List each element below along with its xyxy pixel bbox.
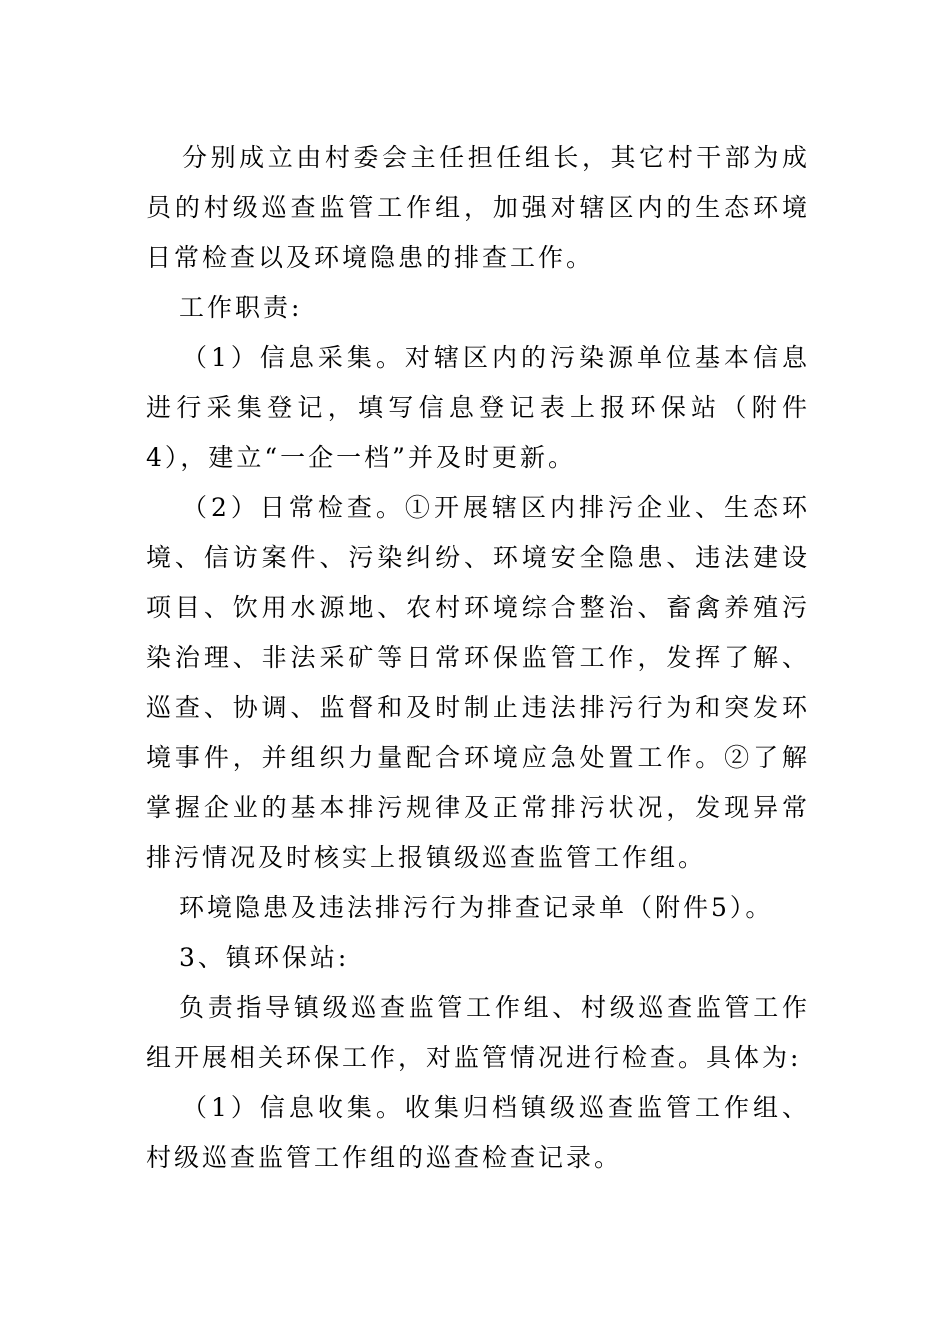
- paragraph-info-collection: （1）信息采集。对辖区内的污染源单位基本信息进行采集登记，填写信息登记表上报环保站（附件4），建立“一企一档”并及时更新。: [146, 343, 810, 472]
- paragraph-record-sheet: 环境隐患及违法排污行为排查记录单（附件5）。: [179, 893, 774, 922]
- paragraph-town-station-heading: 3、镇环保站:: [179, 943, 350, 972]
- document-page: [146, 133, 810, 1183]
- paragraph-info-gathering: （1）信息收集。收集归档镇级巡查监管工作组、村级巡查监管工作组的巡查检查记录。: [146, 1093, 810, 1172]
- paragraph-village-inspection-group: 分别成立由村委会主任担任组长，其它村干部为成员的村级巡查监管工作组，加强对辖区内的生态环境日常检查以及环境隐患的排查工作。: [146, 143, 810, 272]
- paragraph-town-station-duties: 负责指导镇级巡查监管工作组、村级巡查监管工作组开展相关环保工作，对监管情况进行检查。具体为:: [146, 993, 810, 1072]
- paragraph-duties-heading: 工作职责:: [179, 293, 303, 322]
- paragraph-daily-inspection: （2）日常检查。①开展辖区内排污企业、生态环境、信访案件、污染纠纷、环境安全隐患、违法建设项目、饮用水源地、农村环境综合整治、畜禽养殖污染治理、非法采矿等日常环保监管工作，发挥了解、巡查、协调、监督和及时制止违法排污行为和突发环境事件，并组织力量配合环境应急处置工作。②了解掌握企业的基本排污规律及正常排污状况，发现异常排污情况及时核实上报镇级巡查监管工作组。: [146, 493, 810, 872]
